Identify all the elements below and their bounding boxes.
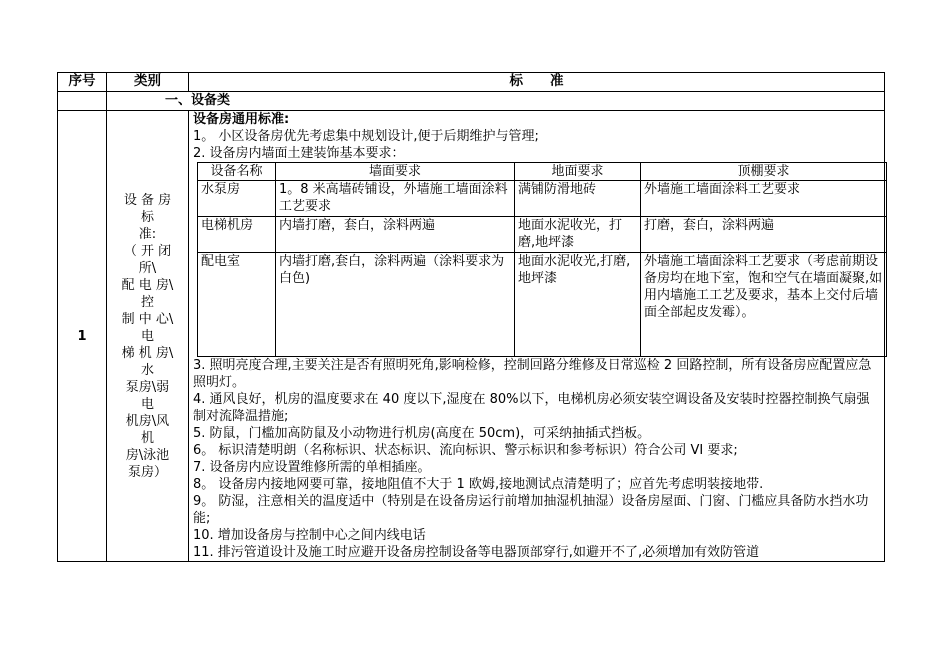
floor-requirement: 地面水泥收光,打磨,地坪漆 xyxy=(515,253,641,357)
wall-requirement: 内墙打磨,套白，涂料两遍（涂料要求为白色) xyxy=(276,253,515,357)
standard-item: 10. 增加设备房与控制中心之间内线电话 xyxy=(193,528,426,543)
decoration-row xyxy=(198,217,887,253)
category-line: 标 xyxy=(140,209,154,225)
standard-item: 2. 设备房内墙面土建装饰基本要求： xyxy=(193,146,405,161)
category-line: 机 xyxy=(140,430,154,446)
standard-item: 11. 排污管道设计及施工时应避开设备房控制设备等电器顶部穿行,如避开不了,必须增加有效防管道 xyxy=(193,545,760,560)
category-line: 水 xyxy=(140,362,154,378)
standard-item: 1。 小区设备房优先考虑集中规划设计,便于后期维护与管理; xyxy=(193,129,539,144)
standard-item: 6。 标识清楚明朗（名称标识、状态标识、流向标识、警示标识和参考标识）符合公司 VI 要求; xyxy=(193,443,738,458)
category-line: 机房\风 xyxy=(125,413,170,429)
decoration-header-row xyxy=(198,163,887,181)
ceiling-requirement: 外墙施工墙面涂料工艺要求（考虑前期设备房均在地下室，饱和空气在墙面凝聚,如用内墙施工工艺及要求，基本上交付后墙面全部起皮发霉）。 xyxy=(641,253,887,357)
table-row xyxy=(58,111,885,562)
floor-requirement: 地面水泥收光，打磨,地坪漆 xyxy=(515,217,641,253)
col-header-wall: 墙面要求 xyxy=(276,163,515,181)
wall-requirement: 内墙打磨，套白，涂料两遍 xyxy=(276,217,515,253)
row-number: 1 xyxy=(58,111,107,562)
decoration-table xyxy=(197,162,887,357)
header-row xyxy=(58,73,885,92)
standards-table xyxy=(57,72,885,562)
room-name: 配电室 xyxy=(198,253,276,357)
category-line: 泵房） xyxy=(127,464,167,480)
header-standard: 标 准 xyxy=(189,73,885,92)
category-line: （ 开 闭 xyxy=(123,243,172,259)
category-line: 制 中 心\ xyxy=(121,311,174,327)
decoration-row xyxy=(198,253,887,357)
room-name: 电梯机房 xyxy=(198,217,276,253)
standard-item: 9。 防湿，注意相关的温度适中（特别是在设备房运行前增加抽湿机抽湿）设备房屋面、门窗、门槛应具备防水挡水功能; xyxy=(193,494,869,526)
row-standard xyxy=(189,111,885,562)
standard-item: 5. 防鼠，门槛加高防鼠及小动物进行机房(高度在 50cm)，可采纳抽插式挡板。 xyxy=(193,426,651,441)
col-header-name: 设备名称 xyxy=(198,163,276,181)
category-line: 房\泳池 xyxy=(125,447,170,463)
row-category xyxy=(107,111,189,562)
col-header-floor: 地面要求 xyxy=(515,163,641,181)
standard-item: 3. 照明亮度合理,主要关注是否有照明死角,影响检修，控制回路分维修及日常巡检 2 回路控制，所有设备房应配置应急照明灯。 xyxy=(193,358,872,390)
category-line: 泵房\弱 xyxy=(125,379,170,395)
category-line: 所\ xyxy=(138,260,157,276)
standard-item: 8。 设备房内接地网要可靠，接地阻值不大于 1 欧姆,接地测试点清楚明了；应首先考虑明装接地带. xyxy=(193,477,764,492)
category-line: 梯 机 房\ xyxy=(121,345,174,361)
header-category: 类别 xyxy=(107,73,189,92)
category-line: 准: xyxy=(138,226,157,242)
standard-item: 4. 通风良好，机房的温度要求在 40 度以下,湿度在 80%以下，电梯机房必须安装空调设备及安装时控器控制换气扇强制对流降温措施; xyxy=(193,392,870,424)
section-empty-cell xyxy=(58,92,107,111)
standard-item: 7. 设备房内应设置维修所需的单相插座。 xyxy=(193,460,431,475)
category-line: 电 xyxy=(140,396,154,412)
decoration-row xyxy=(198,181,887,217)
ceiling-requirement: 打磨，套白，涂料两遍 xyxy=(641,217,887,253)
col-header-ceiling: 顶棚要求 xyxy=(641,163,887,181)
wall-requirement: 1。8 米高墙砖铺设，外墙施工墙面涂料工艺要求 xyxy=(276,181,515,217)
section-title: 一、设备类 xyxy=(107,92,885,111)
header-seq: 序号 xyxy=(58,73,107,92)
standard-title: 设备房通用标准: xyxy=(193,112,290,127)
section-row xyxy=(58,92,885,111)
category-line: 配 电 房\ xyxy=(121,277,174,293)
floor-requirement: 满铺防滑地砖 xyxy=(515,181,641,217)
category-line: 设 备 房 xyxy=(123,192,172,208)
room-name: 水泵房 xyxy=(198,181,276,217)
category-line: 控 xyxy=(140,294,154,310)
ceiling-requirement: 外墙施工墙面涂料工艺要求 xyxy=(641,181,887,217)
category-line: 电 xyxy=(140,328,154,344)
